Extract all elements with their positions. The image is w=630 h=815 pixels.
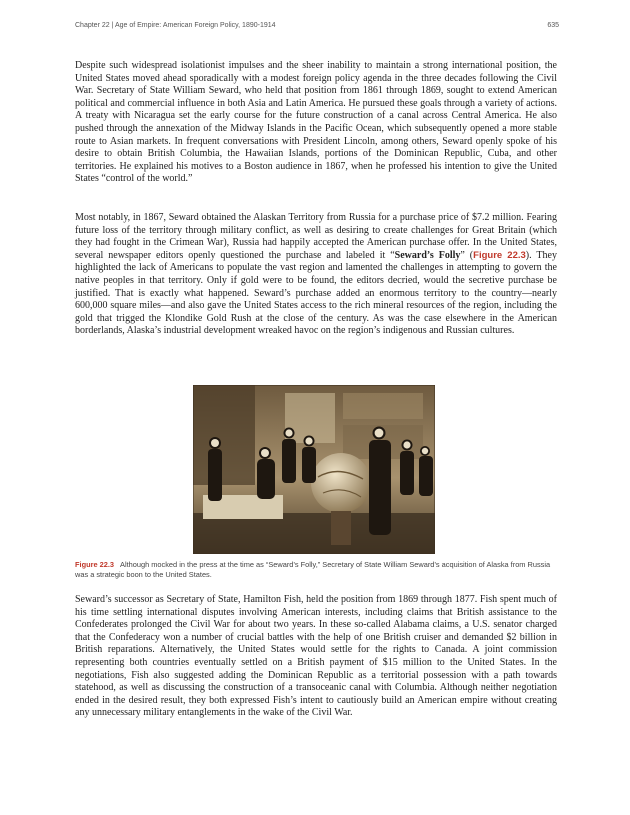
figure-alaska-treaty-painting — [193, 385, 435, 554]
painting-illustration — [193, 385, 435, 554]
figure-reference-link[interactable]: Figure 22.3 — [473, 249, 526, 261]
paragraph-alaska-purchase — [75, 212, 557, 338]
term-sewards-folly: Seward’s Folly — [394, 249, 461, 261]
paragraph-seward-agenda: Despite such widespread isolationist impulses and the sheer inability to maintain a strong international position, the United States moved ahead sporadically with a modest foreign policy agenda in the three decades following the Civil War. Secretary of State William Seward, who held that position from 1861 through 1869, sought to extend American political and commercial influence in both Asia and Latin America. He pursued these goals through a variety of actions. A treaty with Nicaragua set the early course for the future construction of a canal across Central America. He also pushed through the annexation of the Midway Islands in the Pacific Ocean, which subsequently opened a more stable route to Asian markets. In frequent conversations with President Lincoln, among others, Seward openly spoke of his desire to obtain British Columbia, the Hawaiian Islands, portions of the Dominican Republic, Cuba, and other territories. He explained his motives to a Boston audience in 1867, when he professed his intention to give the United States “control of the world.” — [75, 60, 557, 185]
paragraph-hamilton-fish: Seward’s successor as Secretary of State, Hamilton Fish, held the position from 1869 through 1877. Fish spent much of his time settling international disputes involving American interests, including claims that British assistance to the Confederates prolonged the Civil War for about two years. In these so-called Alabama claims, a U.S. senator charged that the Confederacy won a number of crucial battles with the help of one British cruiser and demanded $2 billion in British reparations. Alternatively, the United States would settle for the rights to Canada. A joint commission representing both countries eventually settled on a British payment of $15 million to the United States. In the negotiations, Fish also suggested adding the Dominican Republic as a territorial possession with a path towards statehood, as well as discussing the construction of a transoceanic canal with Columbia. Although neither negotiation ended in the desired result, they both expressed Fish’s intent to cautiously build an American empire without creating any unnecessary military entanglements in the wake of the Civil War. — [75, 594, 557, 719]
paragraph-text: ” ( — [460, 249, 474, 261]
figure-caption — [75, 560, 557, 580]
chapter-title: Chapter 22 | Age of Empire: American Foreign Policy, 1890-1914 — [75, 22, 276, 29]
caption-text: Although mocked in the press at the time as “Seward’s Folly,” Secretary of State William Seward’s acquisition of Alaska from Russia was a strategic boon to the United States. — [75, 560, 551, 579]
page-number: 635 — [547, 22, 559, 29]
paragraph-text: Most notably, in 1867, Seward obtained the Alaskan Territory from Russia for a purchase price of $7.2 million. Fearing future loss of the territory through military conflict, as well as desiring to create challenges for Great Britain (which they had fought in the Crimean War), Russia had happily accepted the American purchase offer. In the United States, several newspaper editors openly questioned the purchase and labeled it “ — [75, 212, 557, 261]
figure-label: Figure 22.3 — [75, 560, 115, 569]
paragraph-text: ). They highlighted the lack of Americans to populate the vast region and lamented the challenges in attempting to govern the native peoples in that territory. Only if gold were to be found, the editors decried, would the secretive purchase be justified. That is exactly what happened. Seward’s purchase added an enormous territory to the country—nearly 600,000 square miles—and also gave the United States access to the rich mineral resources of the region, including the gold that trigged the Klondike Gold Rush at the close of the century. As was the case elsewhere in the American borderlands, Alaska’s industrial development wreaked havoc on the region’s indigenous and Russian cultures. — [75, 249, 557, 337]
